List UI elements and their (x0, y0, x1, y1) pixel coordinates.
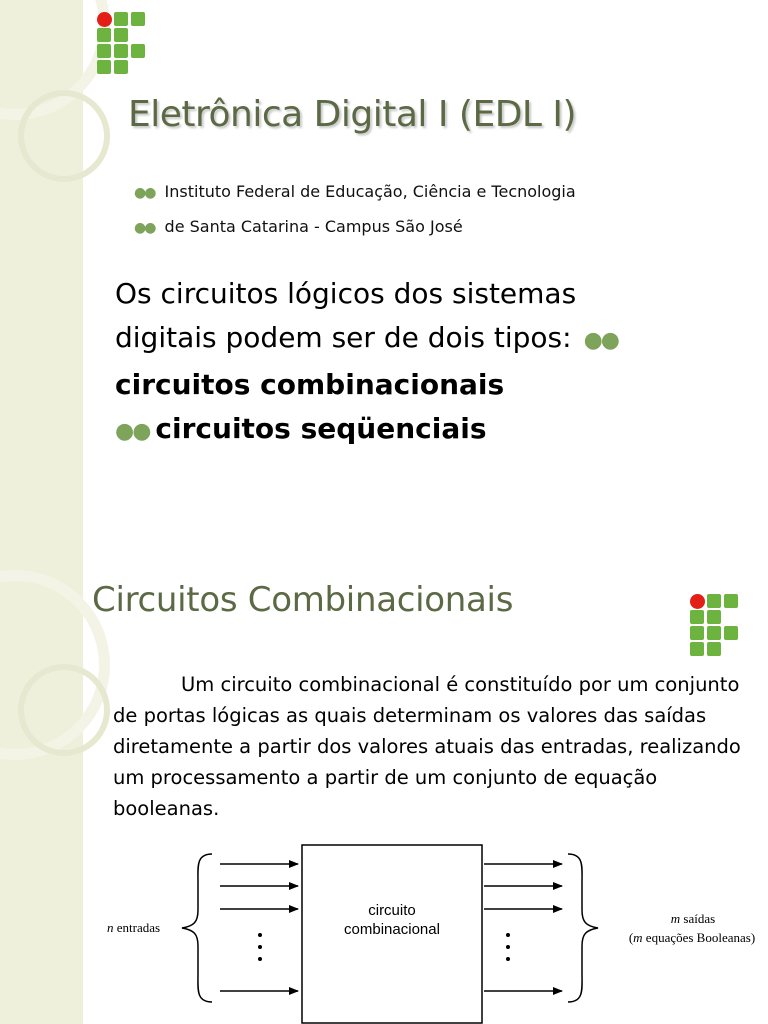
subtitle-item (134, 210, 576, 245)
inputs-brace (182, 854, 212, 1002)
circuit-box-label: combinacional (344, 921, 440, 938)
ellipsis-dot (258, 957, 262, 961)
ellipsis-dot (258, 933, 262, 937)
ellipsis-dot (506, 957, 510, 961)
slide-body (115, 272, 675, 454)
circuit-box-label: circuito (368, 902, 416, 919)
slide-2 (0, 512, 768, 1024)
combinational-circuit-diagram (0, 512, 768, 1024)
decorative-ring (18, 90, 110, 182)
ifsc-logo-icon (97, 12, 145, 76)
ellipsis-dot (506, 933, 510, 937)
ellipsis-dot (258, 945, 262, 949)
bullet-dots-icon: ●● (134, 220, 155, 236)
outputs-brace (568, 854, 598, 1002)
subtitle-text: Instituto Federal de Educação, Ciência e Tecnologia (164, 182, 576, 201)
bullet-dots-icon: ●● (583, 328, 618, 353)
body-intro-line: digitais podem ser de dois tipos: (115, 321, 572, 354)
outputs-sublabel: (m equações Booleanas) (628, 930, 756, 945)
bullet-dots-icon: ●● (115, 419, 150, 444)
bullet-dots-icon: ●● (134, 185, 155, 201)
subtitle-list (134, 175, 576, 245)
inputs-label: n entradas (107, 920, 161, 935)
slide-title: Eletrônica Digital I (EDL I) (128, 94, 577, 135)
subtitle-text: de Santa Catarina - Campus São José (164, 217, 463, 236)
ellipsis-dot (506, 945, 510, 949)
outputs-label: m saídas (670, 911, 716, 926)
body-intro-line: Os circuitos lógicos dos sistemas (115, 277, 577, 310)
slide-sidebar (0, 0, 83, 512)
slide-title: Circuitos Combinacionais (92, 580, 514, 620)
definition-text: Um circuito combinacional é constituído por um conjunto de portas lógicas as quais determinam os valores das saídas diretamente a partir dos valores atuais das entradas, realizando um processamento a partir de um conjunto de equação booleanas. (113, 673, 741, 820)
subtitle-item (134, 175, 576, 210)
circuit-type-combinational: circuitos combinacionais (115, 368, 505, 401)
circuit-type-sequential: circuitos seqüenciais (155, 412, 487, 445)
